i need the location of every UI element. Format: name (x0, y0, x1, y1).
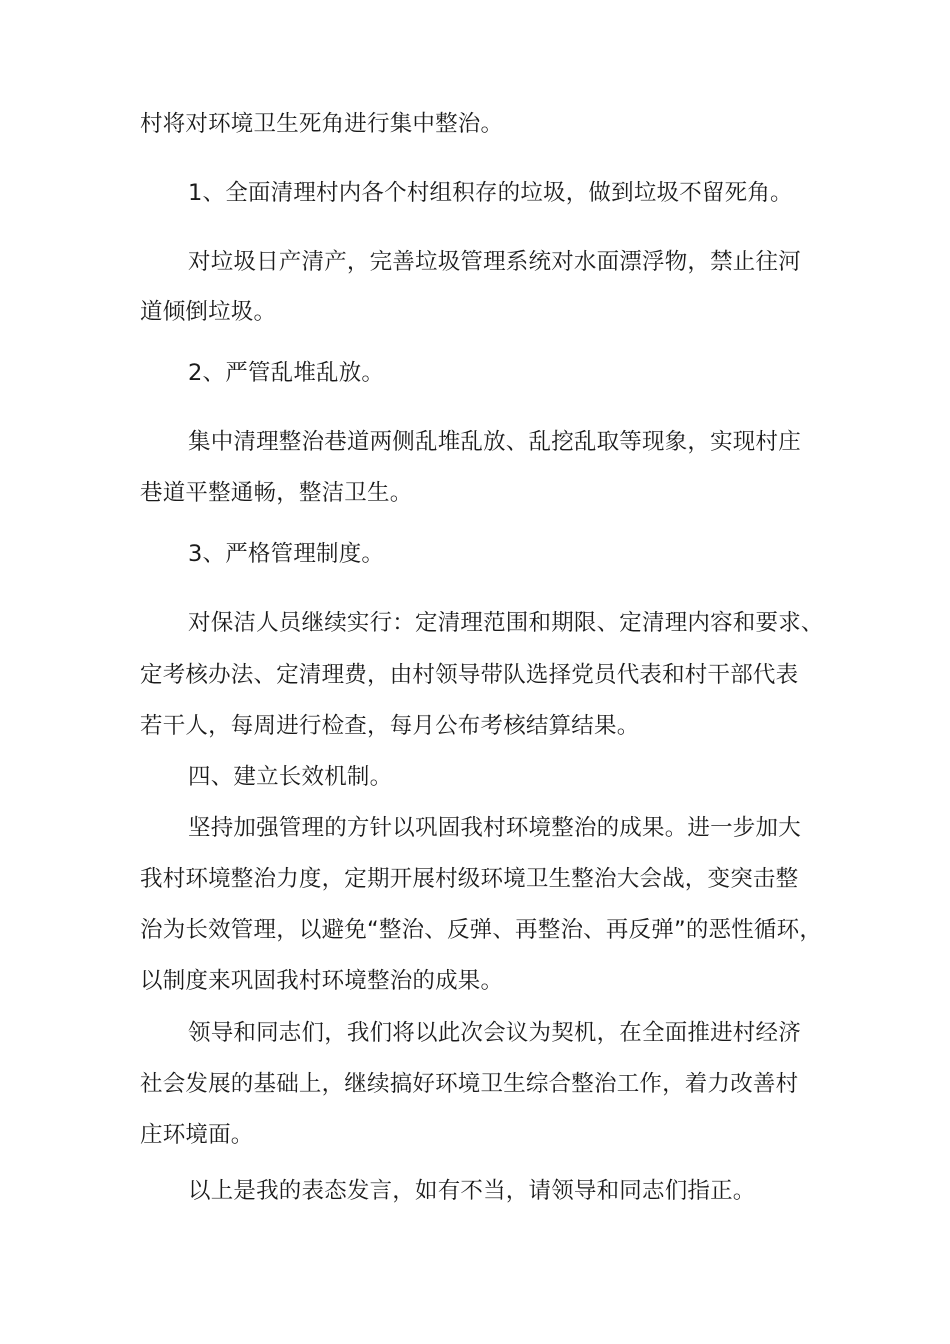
paragraph-6-line-1: 3、严格管理制度。 (188, 541, 385, 567)
paragraph-7-line-1: 对保洁人员继续实行：定清理范围和期限、定清理内容和要求、 (188, 610, 824, 636)
paragraph-9-line-2: 我村环境整治力度，定期开展村级环境卫生整治大会战，变突击整 (140, 866, 799, 892)
paragraph-5-line-1: 集中清理整治巷道两侧乱堆乱放、乱挖乱取等现象，实现村庄 (188, 429, 801, 455)
paragraph-5-line-2: 巷道平整通畅，整洁卫生。 (140, 480, 413, 506)
paragraph-1-line-1: 村将对环境卫生死角进行集中整治。 (140, 111, 504, 137)
paragraph-7-line-2: 定考核办法、定清理费，由村领导带队选择党员代表和村干部代表 (140, 662, 799, 688)
paragraph-11-line-1: 以上是我的表态发言，如有不当，请领导和同志们指正。 (188, 1178, 756, 1204)
paragraph-10-line-3: 庄环境面。 (140, 1122, 254, 1148)
paragraph-4-line-1: 2、严管乱堆乱放。 (188, 360, 385, 386)
paragraph-9-line-3: 治为长效管理，以避免“整治、反弹、再整治、再反弹”的恶性循环， (140, 917, 823, 943)
paragraph-9-line-4: 以制度来巩固我村环境整治的成果。 (140, 968, 504, 994)
paragraph-10-line-2: 社会发展的基础上，继续搞好环境卫生综合整治工作，着力改善村 (140, 1071, 799, 1097)
paragraph-10-line-1: 领导和同志们，我们将以此次会议为契机，在全面推进村经济 (188, 1020, 801, 1046)
paragraph-3-line-2: 道倾倒垃圾。 (140, 299, 277, 325)
paragraph-7-line-3: 若干人，每周进行检查，每月公布考核结算结果。 (140, 713, 640, 739)
paragraph-2-line-1: 1、全面清理村内各个村组积存的垃圾，做到垃圾不留死角。 (188, 180, 793, 206)
paragraph-8-line-1: 四、建立长效机制。 (188, 764, 393, 790)
paragraph-3-line-1: 对垃圾日产清产，完善垃圾管理系统对水面漂浮物，禁止往河 (188, 249, 801, 275)
paragraph-9-line-1: 坚持加强管理的方针以巩固我村环境整治的成果。进一步加大 (188, 815, 801, 841)
